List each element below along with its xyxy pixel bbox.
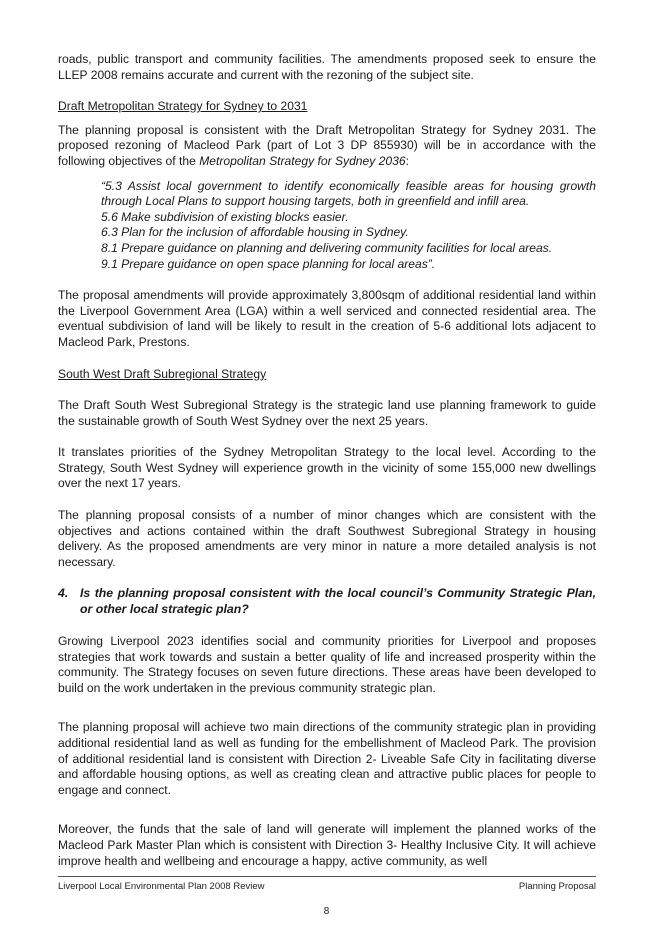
heading-metropolitan-strategy: Draft Metropolitan Strategy for Sydney to 2031	[58, 99, 308, 114]
intro-paragraph: roads, public transport and community facilities. The amendments proposed seek to ensure the LLEP 2008 remains accurate and current with the rezoning of the subject site.	[58, 52, 596, 82]
metro-text-end: :	[405, 153, 409, 168]
metro-text-start: The planning proposal is consistent with the Draft Metropolitan Strategy for Sydney 2031. The proposed rezoning of Macleod Park (part of Lot 3 DP 855930) will be in accordance with the following objectives of the	[58, 122, 596, 168]
question-number: 4.	[58, 586, 69, 601]
moreover-paragraph: Moreover, the funds that the sale of land will generate will implement the planned works of the Macleod Park Master Plan which is consistent with Direction 3- Healthy Inclusive City. It will achieve improve health and wellbeing and encourage a happy, active community, as well	[58, 822, 596, 868]
south-west-paragraph-2: It translates priorities of the Sydney Metropolitan Strategy to the local level. According to the Strategy, South West Sydney will experience growth in the vicinity of some 155,000 new dwellings over the next 17 years.	[58, 445, 596, 491]
question-4-heading	[58, 586, 596, 618]
page-footer	[58, 876, 596, 892]
achieve-directions-paragraph: The planning proposal will achieve two main directions of the community strategic plan in providing additional residential land as well as funding for the embellishment of Macleod Park. The provision of additional residential land is consistent with Direction 2- Liveable Safe City in facilitating diverse and affordable housing options, as well as creating clean and attractive public places for people to engage and connect.	[58, 720, 596, 797]
metro-text-italic: Metropolitan Strategy for Sydney 2036	[199, 153, 406, 168]
growing-liverpool-paragraph: Growing Liverpool 2023 identifies social and community priorities for Liverpool and proposes strategies that work towards and sustain a better quality of life and increased prosperity within the community. The Strategy focuses on seven future directions. These areas have been developed to build on the work undertaken in the previous community strategic plan.	[58, 634, 596, 695]
question-text: Is the planning proposal consistent with the local council’s Community Strategic Plan, or other local strategic plan?	[80, 586, 596, 617]
south-west-paragraph-3: The planning proposal consists of a number of minor changes which are consistent with the objectives and actions contained within the draft Southwest Subregional Strategy in housing delivery. As the proposed amendments are very minor in nature a more detailed analysis is not necessary.	[58, 508, 596, 569]
quote-item: 6.3 Plan for the inclusion of affordable housing in Sydney.	[101, 225, 409, 240]
document-page	[58, 52, 596, 869]
page-number: 8	[323, 906, 330, 917]
quote-item: 8.1 Prepare guidance on planning and delivering community facilities for local areas.	[101, 240, 553, 255]
footer-right: Planning Proposal	[518, 881, 596, 892]
footer-left: Liverpool Local Environmental Plan 2008 Review	[58, 881, 265, 892]
quote-item: “5.3 Assist local government to identify economically feasible areas for housing growth through Local Plans to support housing targets, both in greenfield and infill area.	[101, 178, 596, 209]
metro-paragraph	[58, 123, 596, 170]
quote-item: 9.1 Prepare guidance on open space planning for local areas”.	[101, 256, 436, 271]
objectives-quote	[101, 179, 596, 273]
south-west-paragraph-1: The Draft South West Subregional Strategy is the strategic land use planning framework to guide the sustainable growth of South West Sydney over the next 25 years.	[58, 398, 596, 428]
heading-south-west-strategy: South West Draft Subregional Strategy	[58, 366, 267, 381]
quote-item: 5.6 Make subdivision of existing blocks easier.	[101, 209, 349, 224]
amendments-paragraph: The proposal amendments will provide approximately 3,800sqm of additional residential land within the Liverpool Government Area (LGA) within a well serviced and connected residential area. The eventual subdivision of land will be likely to result in the creation of 5-6 additional lots adjacent to Macleod Park, Prestons.	[58, 288, 596, 349]
